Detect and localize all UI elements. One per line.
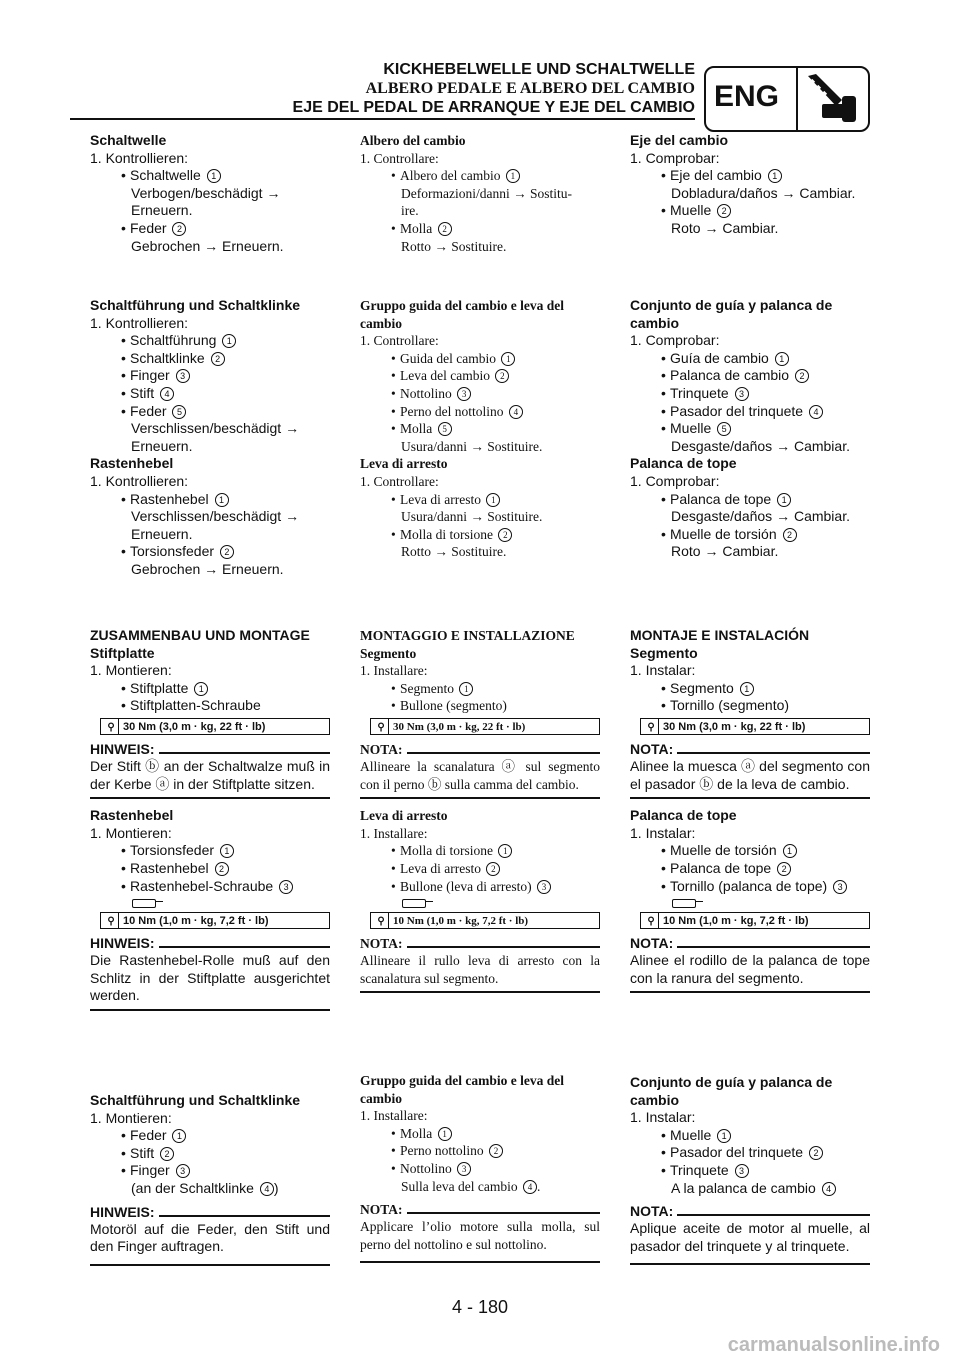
- text: Usura/danni → Sostituire.: [401, 438, 543, 454]
- text: Palanca de tope: [630, 807, 737, 824]
- text: Molla di torsione: [400, 526, 493, 542]
- text: HINWEIS:: [90, 935, 159, 951]
- torque-spec: [370, 912, 600, 929]
- callout-number: 2: [495, 369, 509, 383]
- text: Allineare il rullo leva di arresto con la scanalatura sul segmento.: [360, 953, 600, 986]
- oil-icon: [132, 897, 162, 909]
- text: Rastenhebel: [90, 807, 174, 824]
- de-heading: Schaltwelle: [90, 132, 167, 148]
- text: Pasador del trinquete: [670, 402, 804, 419]
- callout-number: 2: [489, 1144, 503, 1158]
- text: Nottolino: [400, 1160, 452, 1176]
- torque-spec: [640, 718, 870, 735]
- text: A la palanca de cambio: [671, 1179, 816, 1196]
- callout-number: 2: [172, 222, 186, 236]
- callout-number: 1: [783, 844, 797, 858]
- text: Muelle: [670, 1126, 712, 1143]
- callout-number: 2: [498, 528, 512, 542]
- text: ire.: [401, 203, 419, 219]
- text: 30 Nm (3,0 m · kg, 22 ft · lb): [123, 720, 266, 733]
- text: Rastenhebel: [130, 490, 209, 507]
- text: Trinquete: [670, 384, 729, 401]
- callout-number: 3: [457, 387, 471, 401]
- text: 1. Kontrollieren:: [90, 472, 189, 489]
- callout-number: 1: [775, 352, 789, 366]
- text: Tornillo (segmento): [670, 697, 790, 714]
- callout-number: 2: [717, 204, 731, 218]
- text: 30 Nm (3,0 m · kg, 22 ft · lb): [663, 720, 806, 733]
- text: 1. Montieren:: [90, 662, 172, 679]
- it-block-1: [360, 132, 600, 255]
- text: Perno del nottolino: [400, 403, 504, 419]
- text: 1. Instalar:: [630, 824, 696, 841]
- it-block-4: Gruppo guida del cambio e leva del cambio 1. Installare: • Molla 1 • Perno nottolino 2 • Nottolino 3 Sulla leva del cambio 4 . NOTA: Applicare l’olio motore sulla molla, sul perno del nottolino e sul nottolino.: [360, 1072, 600, 1263]
- text: Rastenhebel: [130, 859, 209, 876]
- text: Motoröl auf die Feder, den Stift und den Finger auftragen.: [90, 1220, 330, 1255]
- watermark: carmanualsonline.info: [727, 1334, 940, 1356]
- text: HINWEIS:: [90, 1204, 159, 1220]
- text: 10 Nm (1,0 m · kg, 7,2 ft · lb): [123, 915, 269, 928]
- text: Perno nottolino: [400, 1143, 484, 1159]
- text: 10 Nm (1,0 m · kg, 7,2 ft · lb): [663, 915, 809, 928]
- text: Rotto → Sostituire.: [401, 544, 507, 560]
- callout-number: 1: [486, 493, 500, 507]
- text: Aplique aceite de motor al muelle, al pasador del trinquete y al trinquete.: [630, 1220, 870, 1254]
- text: Muelle: [670, 420, 712, 437]
- text: Trinquete: [670, 1161, 729, 1178]
- text: Molla: [400, 421, 433, 437]
- text: Finger: [130, 1162, 170, 1179]
- page-number: 4 - 180: [451, 1297, 509, 1317]
- text: Conjunto de guía y palanca de cambio: [630, 1074, 833, 1108]
- text: Palanca de tope: [670, 859, 772, 876]
- callout-number: 2: [211, 352, 225, 366]
- text: Stiftplatte: [130, 679, 189, 696]
- callout-number: 3: [735, 387, 749, 401]
- text: Eje del cambio: [670, 167, 762, 184]
- text: Feder: [130, 402, 167, 419]
- text: NOTA:: [630, 741, 677, 757]
- callout-number: 3: [537, 880, 551, 894]
- text: Segmento: [630, 644, 698, 661]
- text: Tornillo (palanca de tope): [670, 877, 828, 894]
- callout-number: 2: [777, 862, 791, 876]
- text: Rotto → Sostituire.: [401, 238, 507, 254]
- callout-number: 1: [777, 493, 791, 507]
- text: Verbogen/beschädigt →: [131, 184, 281, 201]
- text: 30 Nm (3,0 m · kg, 22 ft · lb): [393, 720, 526, 733]
- callout-number: 5: [717, 422, 731, 436]
- callout-number: 1: [222, 334, 236, 348]
- torque-spec: [100, 718, 330, 735]
- text: Guía de cambio: [670, 349, 769, 366]
- text: Erneuern.: [131, 437, 193, 454]
- torque-spec: [370, 718, 600, 735]
- wrench-icon: ⚲: [374, 913, 389, 929]
- de-step: 1. Kontrollieren:: [90, 149, 189, 166]
- text: Roto → Cambiar.: [671, 543, 779, 560]
- callout-number: 3: [279, 880, 293, 894]
- it-block-3: [360, 627, 600, 993]
- torque-spec: [640, 912, 870, 929]
- text: Bullone (segmento): [400, 698, 507, 714]
- title-de: KICKHEBELWELLE UND SCHALTWELLE: [383, 61, 695, 78]
- text: Torsionsfeder: [130, 842, 215, 859]
- text: Schaltführung: [130, 332, 217, 349]
- text: Segmento: [670, 679, 734, 696]
- callout-number: 1: [172, 1129, 186, 1143]
- de-heading: ZUSAMMENBAU UND MONTAGE: [90, 627, 310, 643]
- text: MONTAJE E INSTALACIÓN: [630, 627, 810, 643]
- section-header: [293, 60, 695, 117]
- callout-number: 2: [220, 545, 234, 559]
- callout-number: 2: [215, 862, 229, 876]
- de-block-4: Schaltführung und Schaltklinke 1. Montieren: • Feder 1 • Stift 2 • Finger 3 (an der Schaltklinke 4 ) HINWEIS: Motoröl auf die Feder, den Stift und den Finger auftragen.: [90, 1092, 330, 1266]
- text: 1. Controllare:: [360, 473, 439, 489]
- text: Molla: [400, 220, 433, 236]
- text: Schaltwelle: [130, 167, 201, 184]
- text: Feder: [130, 1127, 167, 1144]
- text: Erneuern.: [131, 202, 193, 219]
- text: 1. Instalar:: [630, 1109, 696, 1126]
- callout-number: 4: [523, 1180, 537, 1194]
- text: Stift: [130, 1144, 155, 1161]
- text: Gruppo guida del cambio e leva del cambio: [360, 298, 565, 331]
- callout-number: 1: [740, 682, 754, 696]
- oil-icon: [672, 897, 702, 909]
- title-it: ALBERO PEDALE E ALBERO DEL CAMBIO: [365, 80, 695, 97]
- text: Eje del cambio: [630, 132, 729, 148]
- callout-number: 4: [809, 405, 823, 419]
- text: Allineare la scanalatura ⓐ sul segmento con il perno ⓑ sulla camma del cambio.: [360, 758, 600, 792]
- text: Molla: [400, 1125, 433, 1141]
- text: Schaltklinke: [130, 349, 205, 366]
- callout-number: 1: [220, 844, 234, 858]
- text: 10 Nm (1,0 m · kg, 7,2 ft · lb): [393, 915, 529, 928]
- eng-badge: [704, 66, 870, 132]
- text: Palanca de tope: [630, 455, 737, 472]
- text: Pasador del trinquete: [670, 1144, 804, 1161]
- callout-number: 3: [833, 880, 847, 894]
- text: Molla di torsione: [400, 843, 493, 859]
- callout-number: 4: [260, 1182, 274, 1196]
- es-block-3: [630, 627, 870, 993]
- callout-number: 1: [194, 682, 208, 696]
- callout-number: 2: [795, 369, 809, 383]
- text: 1. Comprobar:: [630, 472, 720, 489]
- text: Guida del cambio: [400, 350, 496, 366]
- callout-number: 1: [501, 352, 515, 366]
- text: Gebrochen → Erneuern.: [131, 237, 284, 254]
- de-note: Der Stift ⓑ an der Schaltwalze muß in der Kerbe ⓐ in der Stiftplatte sitzen.: [90, 757, 330, 792]
- text: Applicare l’olio motore sulla molla, sul perno del nottolino e sul nottolino.: [360, 1219, 600, 1252]
- text: Schaltführung und Schaltklinke: [90, 1092, 301, 1108]
- text: Palanca de tope: [670, 490, 772, 507]
- callout-number: 5: [438, 422, 452, 436]
- callout-number: 1: [459, 682, 473, 696]
- de-block-1: [90, 132, 330, 255]
- text: 1. Installare:: [360, 663, 428, 679]
- it-block-2: [360, 297, 600, 561]
- callout-number: 1: [498, 844, 512, 858]
- callout-number: 4: [822, 1182, 836, 1196]
- text: 1. Comprobar:: [630, 149, 720, 166]
- de-block-2: [90, 297, 330, 579]
- es-block-1: [630, 132, 870, 238]
- callout-number: 3: [176, 1164, 190, 1178]
- text: Usura/danni → Sostituire.: [401, 509, 543, 525]
- text: Erneuern.: [131, 525, 193, 542]
- callout-number: 3: [457, 1162, 471, 1176]
- text: Sulla leva del cambio: [401, 1178, 518, 1194]
- callout-number: 1: [438, 1127, 452, 1141]
- callout-number: 1: [506, 169, 520, 183]
- torque-spec: [100, 912, 330, 929]
- text: 1. Montieren:: [90, 1109, 172, 1126]
- text: Leva del cambio: [400, 368, 490, 384]
- wrench-icon: ⚲: [104, 913, 119, 929]
- callout-number: 3: [176, 369, 190, 383]
- eng-label: ENG: [714, 80, 780, 113]
- text: Roto → Cambiar.: [671, 219, 779, 236]
- callout-number: 5: [172, 405, 186, 419]
- callout-number: 1: [768, 169, 782, 183]
- wrench-icon: ⚲: [374, 719, 389, 735]
- text: Leva di arresto: [360, 808, 448, 824]
- callout-number: 4: [160, 387, 174, 401]
- text: MONTAGGIO E INSTALLAZIONE: [360, 628, 575, 643]
- text: Conjunto de guía y palanca de cambio: [630, 297, 833, 331]
- text: (an der Schaltklinke: [131, 1179, 254, 1196]
- wrench-icon: ⚲: [104, 719, 119, 735]
- text: Gruppo guida del cambio e leva del cambio: [360, 1073, 565, 1106]
- callout-number: 1: [717, 1129, 731, 1143]
- callout-number: 2: [809, 1146, 823, 1160]
- text: Segmento: [360, 645, 417, 661]
- de-block-3: [90, 627, 330, 1011]
- text: Rastenhebel-Schraube: [130, 877, 274, 894]
- text: Stiftplatte: [90, 644, 155, 661]
- text: Deformazioni/danni → Sostitu-: [401, 185, 572, 201]
- callout-number: 2: [160, 1147, 174, 1161]
- text: Desgaste/daños → Cambiar.: [671, 437, 850, 454]
- text: 1. Installare:: [360, 1108, 428, 1124]
- text: Albero del cambio: [400, 168, 501, 184]
- text: HINWEIS:: [90, 741, 159, 757]
- text: NOTA:: [360, 1202, 407, 1217]
- text: 1. Montieren:: [90, 824, 172, 841]
- title-es: EJE DEL PEDAL DE ARRANQUE Y EJE DEL CAMBIO: [292, 99, 695, 116]
- text: Finger: [130, 367, 170, 384]
- text: Muelle de torsión: [670, 842, 777, 859]
- de-heading: Schaltführung und Schaltklinke: [90, 297, 301, 313]
- es-block-4: [630, 1074, 870, 1265]
- text: Die Rastenhebel-Rolle muß auf den Schlitz in der Stiftplatte ausgerichtet werden.: [90, 952, 330, 1004]
- text: Leva di arresto: [360, 456, 448, 472]
- text: NOTA:: [630, 1203, 677, 1219]
- callout-number: 4: [509, 405, 523, 419]
- text: Albero del cambio: [360, 133, 466, 148]
- text: Verschlissen/beschädigt →: [131, 420, 300, 437]
- text: 1. Instalar:: [630, 662, 696, 679]
- text: Alinee el rodillo de la palanca de tope con la ranura del segmento.: [630, 952, 870, 986]
- text: Stift: [130, 384, 155, 401]
- callout-number: 2: [486, 862, 500, 876]
- text: Gebrochen → Erneuern.: [131, 560, 284, 577]
- text: Segmento: [400, 680, 454, 696]
- text: 1. Controllare:: [360, 333, 439, 349]
- text: Muelle de torsión: [670, 525, 777, 542]
- callout-number: 2: [783, 528, 797, 542]
- engine-part-icon: [802, 70, 864, 126]
- text: Palanca de cambio: [670, 367, 790, 384]
- text: Desgaste/daños → Cambiar.: [671, 508, 850, 525]
- callout-number: 1: [207, 169, 221, 183]
- text: Dobladura/daños → Cambiar.: [671, 184, 856, 201]
- text: Verschlissen/beschädigt →: [131, 508, 300, 525]
- text: NOTA:: [630, 935, 677, 951]
- text: 1. Installare:: [360, 825, 428, 841]
- header-rule: [70, 118, 695, 120]
- oil-icon: [402, 897, 432, 909]
- callout-number: 3: [735, 1164, 749, 1178]
- text: NOTA:: [360, 936, 407, 951]
- text: Alinee la muesca ⓐ del segmento con el pasador ⓑ de la leva de cambio.: [630, 757, 870, 792]
- callout-number: 2: [438, 222, 452, 236]
- text: Muelle: [670, 202, 712, 219]
- text: 1. Kontrollieren:: [90, 314, 189, 331]
- text: NOTA:: [360, 742, 407, 757]
- text: 1. Controllare:: [360, 150, 439, 166]
- text: Nottolino: [400, 385, 452, 401]
- text: Leva di arresto: [400, 860, 481, 876]
- es-block-2: [630, 297, 870, 561]
- text: Stiftplatten-Schraube: [130, 697, 261, 714]
- text: Bullone (leva di arresto): [400, 878, 532, 894]
- wrench-icon: ⚲: [644, 719, 659, 735]
- text: Leva di arresto: [400, 491, 481, 507]
- text: Torsionsfeder: [130, 543, 215, 560]
- wrench-icon: ⚲: [644, 913, 659, 929]
- text: 1. Comprobar:: [630, 332, 720, 349]
- de-heading: Rastenhebel: [90, 455, 174, 472]
- text: Feder: [130, 219, 167, 236]
- callout-number: 1: [215, 493, 229, 507]
